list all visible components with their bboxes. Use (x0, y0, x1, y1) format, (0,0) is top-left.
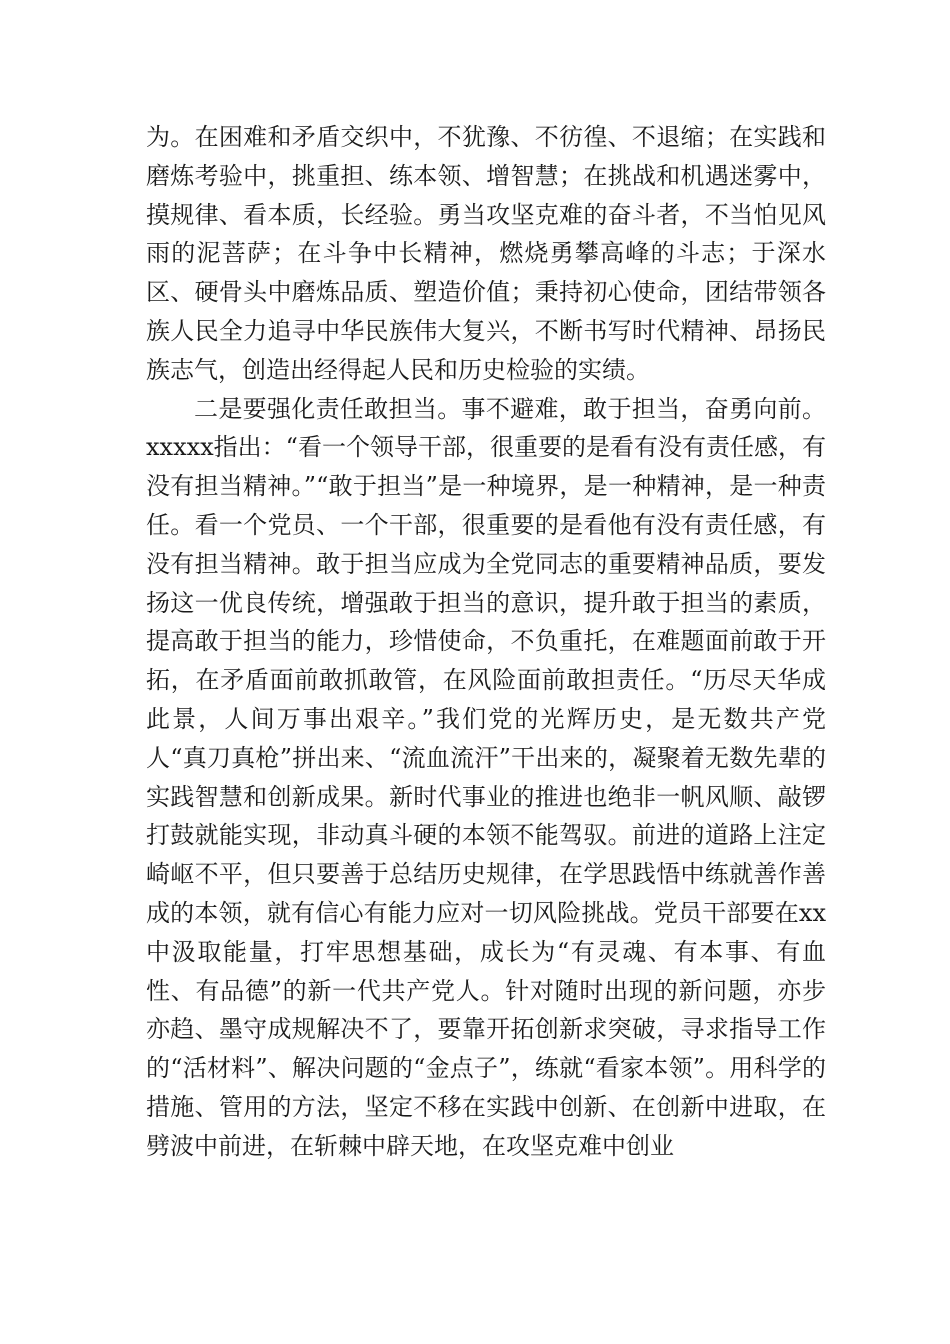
paragraph-continuation: 为。在困难和矛盾交织中，不犹豫、不彷徨、不退缩；在实践和磨炼考验中，挑重担、练本领、增智慧；在挑战和机遇迷雾中，摸规律、看本质，长经验。勇当攻坚克难的奋斗者，不当怕见风雨的泥菩萨；在斗争中长精神，燃烧勇攀高峰的斗志；于深水区、硬骨头中磨炼品质、塑造价值；秉持初心使命，团结带领各族人民全力追寻中华民族伟大复兴，不断书写时代精神、昂扬民族志气，创造出经得起人民和历史检验的实绩。 (146, 123, 826, 384)
paragraph-responsibility: 二是要强化责任敢担当。事不避难，敢于担当，奋勇向前。xxxxx指出：“看一个领导干部，很重要的是看有没有责任感，有没有担当精神。”“敢于担当”是一种境界，是一种精神，是一种责任。看一个党员、一个干部，很重要的是看他有没有责任感，有没有担当精神。敢于担当应成为全党同志的重要精神品质，要发扬这一优良传统，增强敢于担当的意识，提升敢于担当的素质，提高敢于担当的能力，珍惜使命，不负重托，在难题面前敢于开拓，在矛盾面前敢抓敢管，在风险面前敢担责任。“历尽天华成此景，人间万事出艰辛。”我们党的光辉历史，是无数共产党人“真刀真枪”拼出来、“流血流汗”干出来的，凝聚着无数先辈的实践智慧和创新成果。新时代事业的推进也绝非一帆风顺、敲锣打鼓就能实现，非动真斗硬的本领不能驾驭。前进的道路上注定崎岖不平，但只要善于总结历史规律，在学思践悟中练就善作善成的本领，就有信心有能力应对一切风险挑战。党员干部要在xx中汲取能量，打牢思想基础，成长为“有灵魂、有本事、有血性、有品德”的新一代共产党人。针对随时出现的新问题，亦步亦趋、墨守成规解决不了，要靠开拓创新求突破，寻求指导工作的“活材料”、解决问题的“金点子”，练就“看家本领”。用科学的措施、管用的方法，坚定不移在实践中创新、在创新中进取，在劈波中前进，在斩棘中辟天地，在攻坚克难中创业 (146, 394, 826, 1160)
document-body (146, 118, 826, 1166)
